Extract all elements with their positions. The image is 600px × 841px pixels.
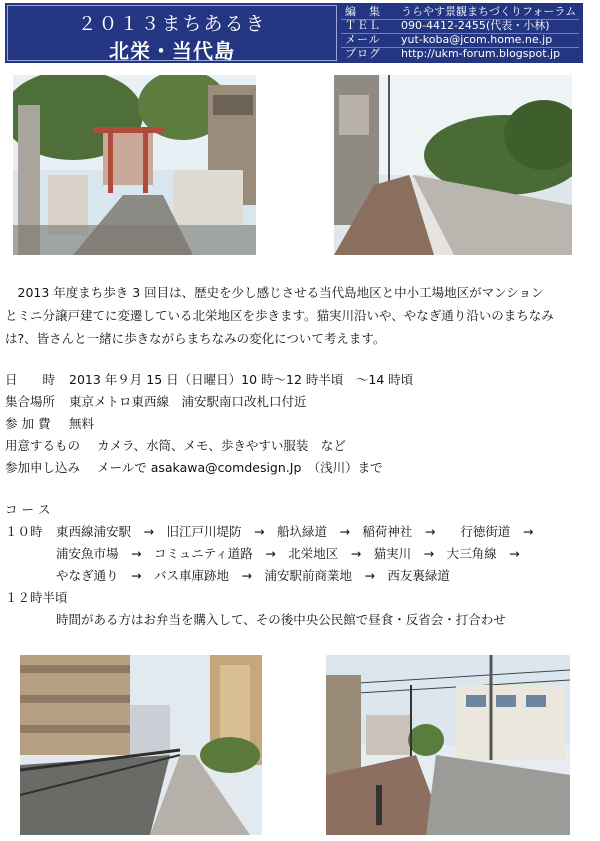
route-line2: 浦安魚市場 → コミュニティ道路 → 北栄地区 → 猫実川 → 大三角線 → <box>56 546 520 561</box>
meeting-label: 集合場所 <box>5 394 56 409</box>
bring-row <box>5 436 346 454</box>
apply-value: メールで asakawa@comdesign.Jp （浅川）まで <box>97 460 383 475</box>
title-line2: 北栄・当代島 <box>109 39 235 63</box>
route-line1: 東西線浦安駅 → 旧江戸川堤防 → 船圦緑道 → 稲荷神社 → 行徳街道 → <box>56 524 534 539</box>
header-banner <box>5 3 583 63</box>
title-line1: ２０１３まちあるき <box>77 13 267 35</box>
contact-info <box>341 5 581 61</box>
meeting-row <box>5 392 307 410</box>
apply-row <box>5 458 383 476</box>
shrine-photo <box>13 75 256 255</box>
info-mail: メール yut-koba@jcom.home.ne.jp <box>345 33 553 46</box>
info-blog: ブログ http://ukm-forum.blogspot.jp <box>345 47 561 60</box>
info-editor: 編 集 うらやす景観まちづくりフォーラム <box>345 5 577 18</box>
course-time1: １０時 <box>5 524 43 539</box>
intro-line3: は?、皆さんと一緒に歩きながらまちなみの変化について考えます。 <box>5 331 386 346</box>
date-label: 日 時 <box>5 372 56 387</box>
fee-label: 参 加 費 <box>5 416 51 431</box>
route-line3: やなぎ通り → バス車庫跡地 → 浦安駅前商業地 → 西友裏緑道 <box>56 568 450 583</box>
meeting-value: 東京メトロ東西線 浦安駅南口改札口付近 <box>69 394 307 409</box>
fee-row <box>5 414 94 432</box>
fee-value: 無料 <box>69 416 95 431</box>
title-box <box>7 5 337 61</box>
residential-street-photo <box>326 655 570 835</box>
street-photo <box>334 75 572 255</box>
intro-line2: とミニ分譲戸建てに変遷している北栄地区を歩きます。猫実川沿いや、やなぎ通り沿いのまちなみ <box>5 308 554 323</box>
bring-label: 用意するもの <box>5 438 81 453</box>
intro-line1: 2013 年度まち歩き 3 回目は、歴史を少し感じさせる当代島地区と中小工場地区がマンション <box>5 285 544 300</box>
info-tel: ＴＥＬ 090-4412-2455(代表・小林) <box>345 19 550 32</box>
date-row <box>5 370 413 388</box>
course-heading: コ ー ス <box>5 502 51 517</box>
course-time2: １２時半頃 <box>5 590 68 605</box>
lunch-note: 時間がある方はお弁当を購入して、その後中央公民館で昼食・反省会・打合わせ <box>56 612 506 627</box>
date-value: 2013 年９月 15 日（日曜日）10 時〜12 時半頃 〜14 時頃 <box>69 372 414 387</box>
bring-value: カメラ、水筒、メモ、歩きやすい服装 など <box>97 438 346 453</box>
apply-label: 参加申し込み <box>5 460 81 475</box>
canal-photo <box>20 655 262 835</box>
